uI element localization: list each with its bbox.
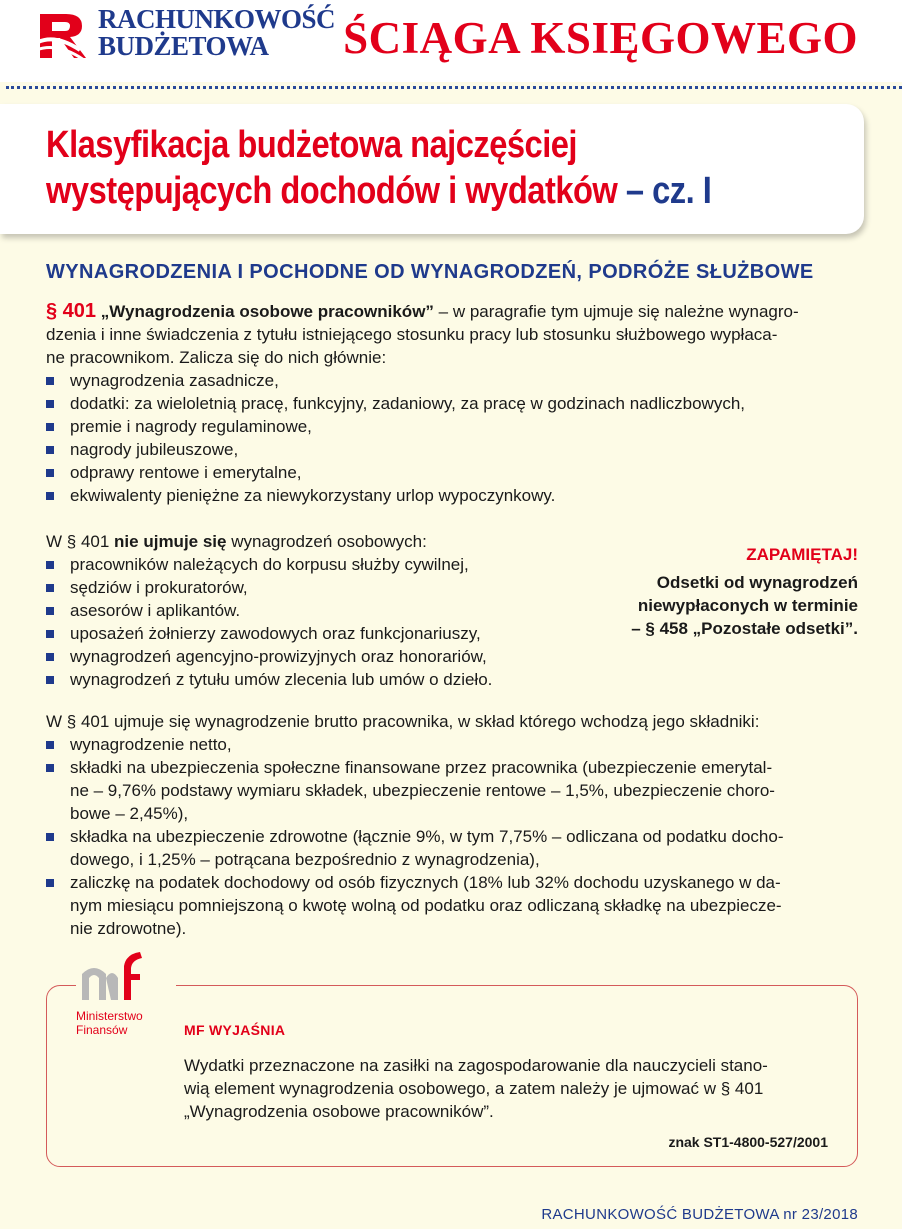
- intro-line-3: ne pracownikom. Zalicza się do nich głównie:: [46, 348, 387, 367]
- list-item: asesorów i aplikantów.: [46, 599, 492, 622]
- intro-line-1-rest: – w paragrafie tym ujmuje się należne wynagro-: [433, 302, 799, 321]
- brand-line-2: BUDŻETOWA: [98, 31, 269, 61]
- mf-heading: MF WYJAŚNIA: [184, 1022, 286, 1038]
- paragraph-name: „Wynagrodzenia osobowe pracowników”: [100, 302, 434, 321]
- article-part: – cz. I: [625, 170, 712, 212]
- section-heading: WYNAGRODZENIA I POCHODNE OD WYNAGRODZEŃ, PODRÓŻE SŁUŻBOWE: [46, 261, 814, 283]
- list-item: ekwiwalenty pieniężne za niewykorzystany urlop wypoczynkowy.: [46, 484, 799, 507]
- list-item: wynagrodzenia zasadnicze,: [46, 369, 799, 392]
- brutto-intro: W § 401 ujmuje się wynagrodzenie brutto pracownika, w skład którego wchodzą jego składniki:: [46, 712, 760, 731]
- list-item: pracowników należących do korpusu służby cywilnej,: [46, 553, 492, 576]
- list-item: dodatki: za wieloletnią pracę, funkcyjny, zadaniowy, za pracę w godzinach nadliczbowych,: [46, 392, 799, 415]
- dotted-divider: [6, 86, 902, 89]
- brutto-block: [46, 710, 783, 940]
- remember-line-3: – § 458 „Pozostałe odsetki”.: [631, 619, 858, 638]
- paragraph-code: § 401: [46, 300, 97, 322]
- mf-reference: znak ST1-4800-527/2001: [668, 1134, 828, 1150]
- brand-name: [98, 6, 335, 60]
- excluded-list: [46, 553, 492, 691]
- excluded-intro: [46, 530, 492, 553]
- list-item: [46, 756, 783, 825]
- list-item-line: bowe – 2,45%),: [70, 804, 189, 823]
- brand-line-1: RACHUNKOWOŚĆ: [98, 4, 336, 34]
- included-list: [46, 369, 799, 507]
- mf-explanation: [184, 1054, 768, 1123]
- article-title-line-1: Klasyfikacja budżetowa najczęściej: [46, 124, 577, 166]
- excluded-block: [46, 530, 492, 691]
- list-item-line: nym miesiącu pomniejszoną o kwotę wolną od podatku oraz odliczaną składkę na ubezpiecze-: [70, 896, 782, 915]
- mf-line-3: „Wynagrodzenia osobowe pracowników”.: [184, 1102, 494, 1121]
- brutto-list: [46, 733, 783, 940]
- mf-line-2: wią element wynagrodzenia osobowego, a zatem należy je ujmować w § 401: [184, 1079, 764, 1098]
- page-title: ŚCIĄGA KSIĘGOWEGO: [343, 13, 858, 63]
- article-title-box: [0, 104, 864, 234]
- list-item: [46, 871, 783, 940]
- mf-line-1: Wydatki przeznaczone na zasiłki na zagospodarowanie dla nauczycieli stano-: [184, 1056, 768, 1075]
- remember-note: [631, 543, 858, 640]
- list-item: wynagrodzenie netto,: [46, 733, 783, 756]
- list-item: wynagrodzeń agencyjno-prowizyjnych oraz honorariów,: [46, 645, 492, 668]
- excluded-intro-bold: nie ujmuje się: [114, 532, 227, 551]
- list-item-line: składki na ubezpieczenia społeczne finansowane przez pracownika (ubezpieczenie emerytal-: [70, 758, 773, 777]
- excluded-intro-end: wynagrodzeń osobowych:: [226, 532, 427, 551]
- list-item: wynagrodzeń z tytułu umów zlecenia lub umów o dzieło.: [46, 668, 492, 691]
- list-item: uposażeń żołnierzy zawodowych oraz funkcjonariuszy,: [46, 622, 492, 645]
- mf-logo-line-1: Ministerstwo: [76, 1009, 143, 1023]
- list-item: odprawy rentowe i emerytalne,: [46, 461, 799, 484]
- article-title: [46, 122, 846, 214]
- mf-logo-icon: [76, 948, 156, 1004]
- remember-line-1: Odsetki od wynagrodzeń: [656, 573, 858, 592]
- article-title-line-2: [46, 168, 846, 214]
- list-item-line: zaliczkę na podatek dochodowy od osób fizycznych (18% lub 32% dochodu uzyskanego w da-: [70, 873, 781, 892]
- list-item-line: składka na ubezpieczenie zdrowotne (łącznie 9%, w tym 7,75% – odliczana od podatku docho-: [70, 827, 784, 846]
- list-item: nagrody jubileuszowe,: [46, 438, 799, 461]
- list-item-line: ne – 9,76% podstawy wymiaru składek, ubezpieczenie rentowe – 1,5%, ubezpieczenie choro-: [70, 781, 775, 800]
- list-item-line: dowego, i 1,25% – potrącana bezpośrednio z wynagrodzenia),: [70, 850, 540, 869]
- excluded-intro-start: W § 401: [46, 532, 115, 551]
- remember-line-2: niewypłaconych w terminie: [637, 596, 858, 615]
- intro-line-1: [46, 300, 799, 323]
- remember-heading: ZAPAMIĘTAJ!: [746, 545, 858, 564]
- article-title-line-2-text: występujących dochodów i wydatków: [46, 170, 618, 212]
- list-item: sędziów i prokuratorów,: [46, 576, 492, 599]
- list-item: premie i nagrody regulaminowe,: [46, 415, 799, 438]
- intro-block: [46, 300, 799, 507]
- list-item-line: nie zdrowotne).: [70, 919, 187, 938]
- rb-logo-icon: [36, 6, 96, 66]
- footer-text: RACHUNKOWOŚĆ BUDŻETOWA nr 23/2018: [541, 1206, 858, 1223]
- mf-logo-line-2: Finansów: [76, 1023, 128, 1037]
- mf-logo: [76, 948, 176, 1044]
- list-item: [46, 825, 783, 871]
- header-bar: [0, 0, 902, 82]
- intro-line-2: dzenia i inne świadczenia z tytułu istniejącego stosunku pracy lub stosunku służbowego wypłaca-: [46, 325, 778, 344]
